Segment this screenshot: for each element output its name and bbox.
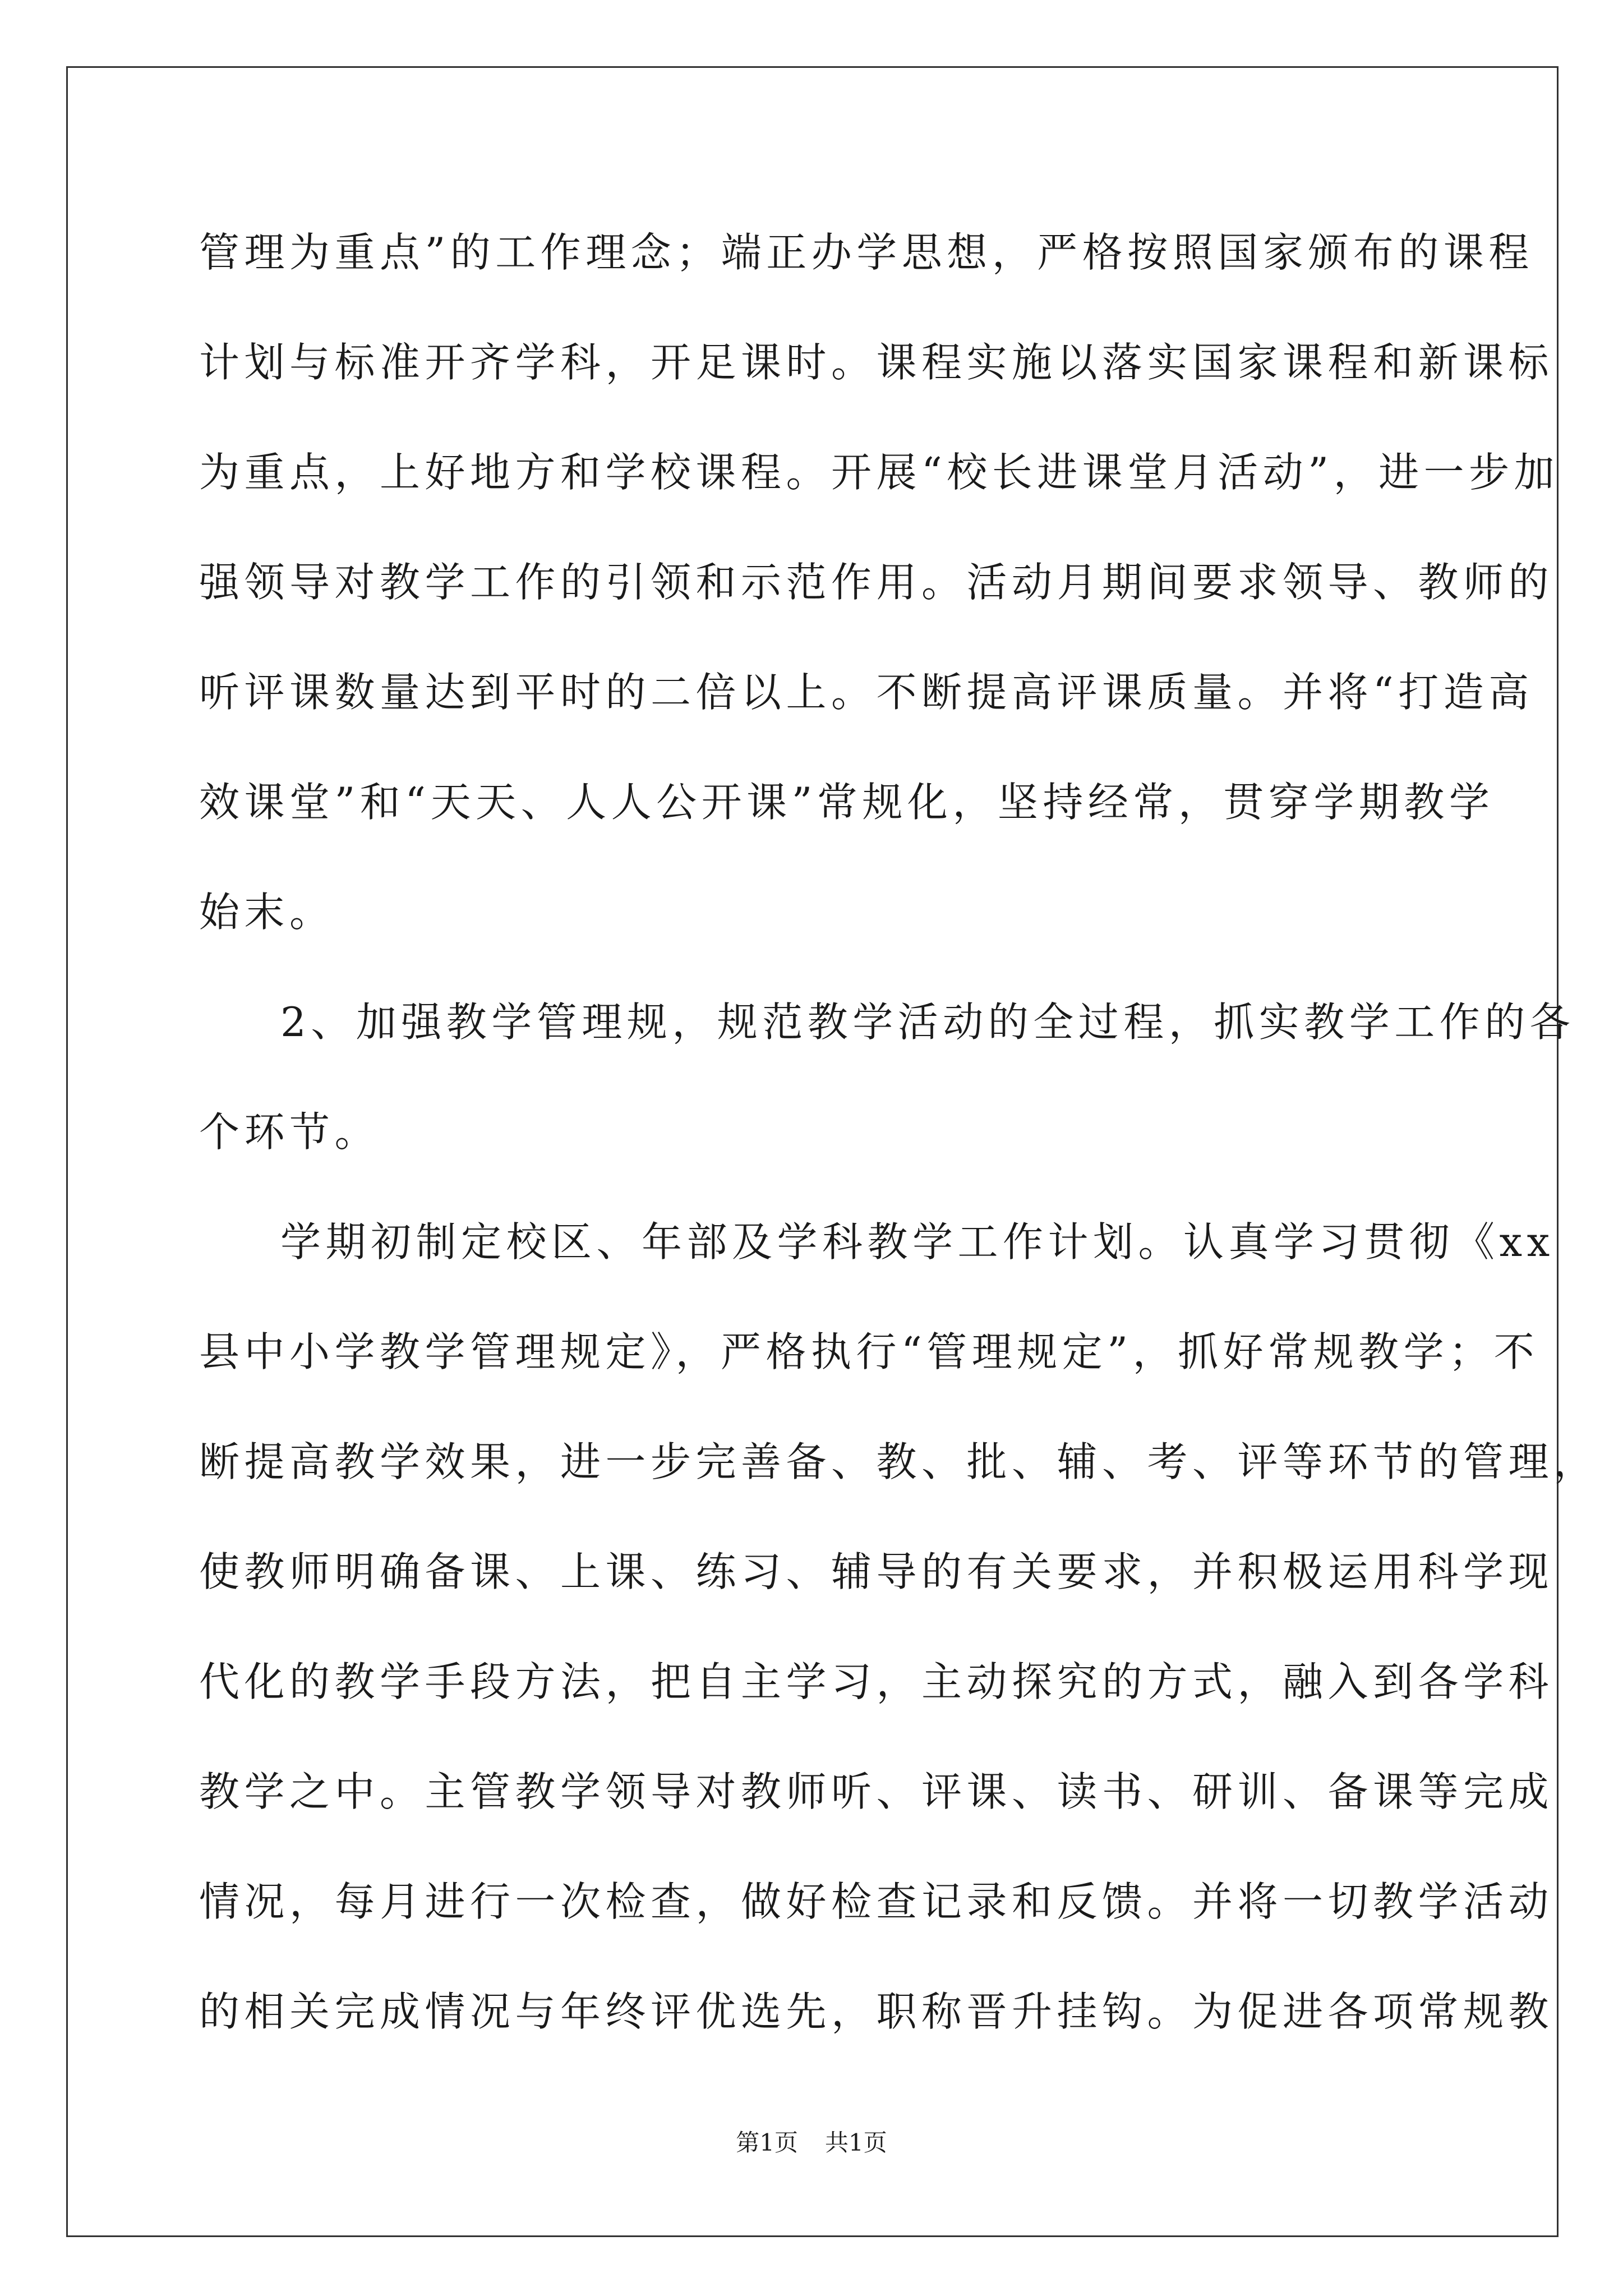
text-line: 代化的教学手段方法，把自主学习，主动探究的方式，融入到各学科 [199, 1658, 1554, 1705]
text-line: 使教师明确备课、上课、练习、辅导的有关要求，并积极运用科学现 [199, 1548, 1554, 1595]
page-number: 第1页 [736, 2129, 798, 2156]
text-line: 个环节。 [199, 1108, 380, 1156]
text-line: 为重点，上好地方和学校课程。开展“校长进课堂月活动”，进一步加 [199, 449, 1560, 496]
page-total: 共1页 [825, 2129, 887, 2156]
text-line: 的相关完成情况与年终评优选先，职称晋升挂钩。为促进各项常规教 [199, 1988, 1554, 2035]
text-line: 教学之中。主管教学领导对教师听、评课、读书、研训、备课等完成 [199, 1768, 1554, 1815]
text-line: 强领导对教学工作的引领和示范作用。活动月期间要求领导、教师的 [199, 559, 1554, 606]
text-line: 情况，每月进行一次检查，做好检查记录和反馈。并将一切教学活动 [199, 1878, 1554, 1925]
document-body [199, 210, 1599, 2079]
text-line: 听评课数量达到平时的二倍以上。不断提高评课质量。并将“打造高 [199, 669, 1534, 716]
text-line: 效课堂”和“天天、人人公开课”常规化，坚持经常，贯穿学期教学 [199, 779, 1495, 826]
text-line: 管理为重点”的工作理念；端正办学思想，严格按照国家颁布的课程 [199, 229, 1534, 276]
paragraph-start-line: 学期初制定校区、年部及学科教学工作计划。认真学习贯彻《xx [280, 1218, 1555, 1266]
text-line: 始末。 [199, 889, 335, 936]
text-line: 断提高教学效果，进一步完善备、教、批、辅、考、评等环节的管理， [199, 1438, 1599, 1485]
text-line: 县中小学教学管理规定》，严格执行“管理规定”，抓好常规教学；不 [199, 1328, 1539, 1375]
text-line: 计划与标准开齐学科，开足课时。课程实施以落实国家课程和新课标 [199, 339, 1554, 386]
page-footer [0, 2126, 1623, 2160]
paragraph-start-line: 2、加强教学管理规，规范教学活动的全过程，抓实教学工作的各 [280, 999, 1575, 1046]
